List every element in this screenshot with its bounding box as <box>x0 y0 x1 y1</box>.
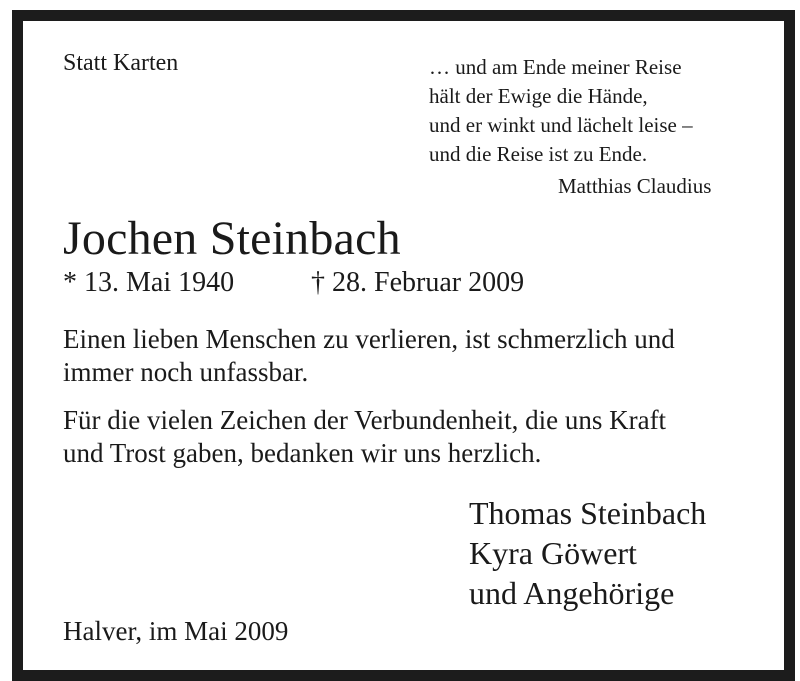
statt-karten-label: Statt Karten <box>63 50 179 76</box>
quote-line: und die Reise ist zu Ende. <box>429 142 648 166</box>
death-date: † 28. Februar 2009 <box>311 267 525 298</box>
paragraph-line: Einen lieben Menschen zu verlieren, ist schmerzlich und <box>63 324 675 354</box>
quote-line: und er winkt und lächelt leise – <box>429 113 693 137</box>
condolence-paragraph-2 <box>63 404 666 470</box>
place-date: Halver, im Mai 2009 <box>63 616 289 646</box>
quote-line: hält der Ewige die Hände, <box>429 84 648 108</box>
condolence-paragraph-1 <box>63 323 675 389</box>
poem-quote <box>429 53 693 169</box>
deceased-name: Jochen Steinbach <box>63 212 401 265</box>
quote-author: Matthias Claudius <box>558 174 712 198</box>
paragraph-line: immer noch unfassbar. <box>63 357 309 387</box>
mourner-name: Thomas Steinbach <box>469 495 707 531</box>
life-dates <box>63 267 525 299</box>
quote-line: … und am Ende meiner Reise <box>429 55 682 79</box>
birth-date: * 13. Mai 1940 <box>63 267 235 298</box>
mourner-name: und Angehörige <box>469 575 675 611</box>
mourners-list <box>469 493 706 613</box>
mourner-name: Kyra Göwert <box>469 535 637 571</box>
paragraph-line: Für die vielen Zeichen der Verbundenheit, die uns Kraft <box>63 405 667 435</box>
paragraph-line: und Trost gaben, bedanken wir uns herzlich. <box>63 438 542 468</box>
obituary-notice <box>12 10 795 681</box>
